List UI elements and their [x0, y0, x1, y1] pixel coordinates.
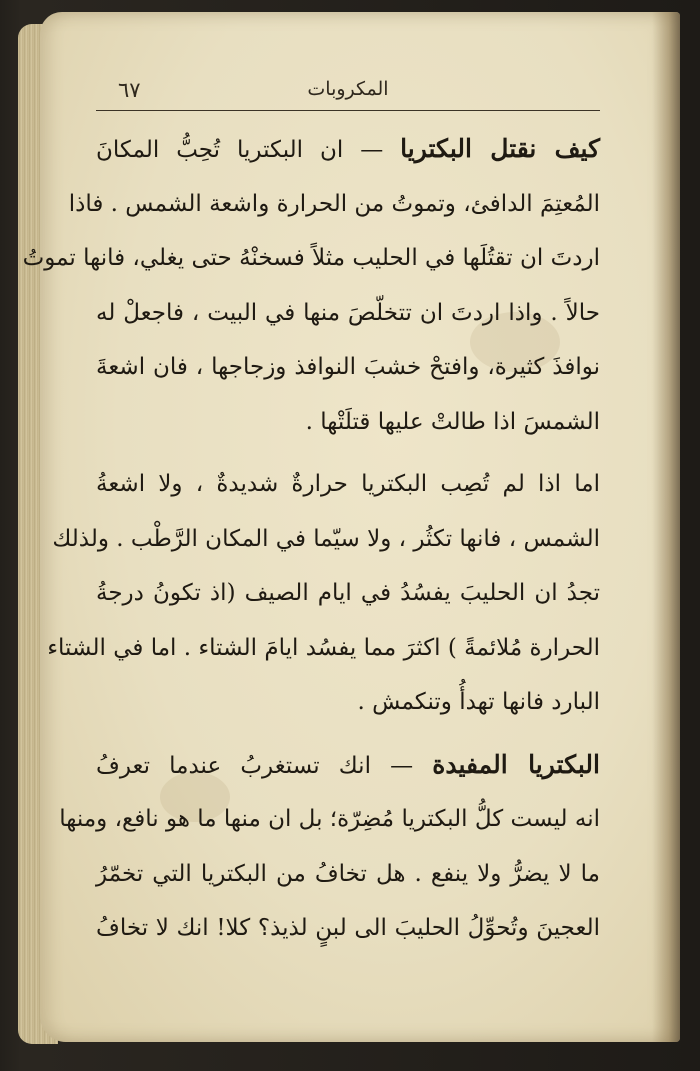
- text-line: البكتريا المفيدة — انك تستغربُ عندما تعرفُ: [96, 749, 600, 779]
- section-heading: كيف نقتل البكتريا: [400, 134, 600, 163]
- running-head-title: المكروبات: [307, 78, 389, 100]
- text-line: البارد فانها تهدأُ وتنكمش .: [357, 689, 600, 715]
- text-line: نوافذَ كثيرة، وافتحْ خشبَ النوافذ وزجاجها ، فان اشعةَ: [96, 354, 600, 380]
- text-line: اما اذا لم تُصِب البكتريا حرارةٌ شديدةٌ ، ولا اشعةُ: [96, 471, 600, 497]
- page-gutter-shadow: [652, 12, 680, 1042]
- text-line: الشمسَ اذا طالتْ عليها قتلَتْها .: [305, 408, 600, 435]
- text-line: حالاً . واذا اردتَ ان تتخلّصَ منها في البيت ، فاجعلْ له: [96, 299, 600, 326]
- paragraph-gap: [96, 449, 600, 457]
- paragraph-gap: [96, 730, 600, 738]
- page-number: ٦٧: [118, 78, 141, 102]
- text-line: اردتَ ان تقتُلَها في الحليب مثلاً فسخنْهُ حتى يغلي، فانها تموتُ: [22, 245, 600, 271]
- text-line: كيف نقتل البكتريا — ان البكتريا تُحِبُّ المكانَ: [96, 134, 600, 163]
- text-line: ما لا يضرُّ ولا ينفع . هل تخافُ من البكتريا التي تخمّرُ: [96, 860, 600, 887]
- text-line: الحرارة مُلائمةً ) اكثرَ مما يفسُد ايامَ الشتاء . اما في الشتاء: [47, 634, 600, 661]
- text-line: انه ليست كلُّ البكتريا مُضِرّة؛ بل ان منها ما هو نافع، ومنها: [59, 806, 600, 832]
- running-head: [96, 70, 600, 111]
- text-line: تجدُ ان الحليبَ يفسُدُ في ايام الصيف (اذ تكونُ درجةُ: [96, 580, 600, 606]
- text-line: الشمس ، فانها تكثُر ، ولا سيّما في المكان الرَّطْب . ولذلك: [52, 525, 600, 552]
- text-line: العجينَ وتُحوِّلُ الحليبَ الى لبنٍ لذيذ؟ كلا! انك لا تخافُ: [96, 915, 600, 941]
- section-heading: البكتريا المفيدة: [432, 749, 600, 779]
- body-text: [22, 122, 600, 956]
- text-line: المُعتِمَ الدافئ، وتموتُ من الحرارة واشعة الشمس . فاذا: [68, 190, 600, 217]
